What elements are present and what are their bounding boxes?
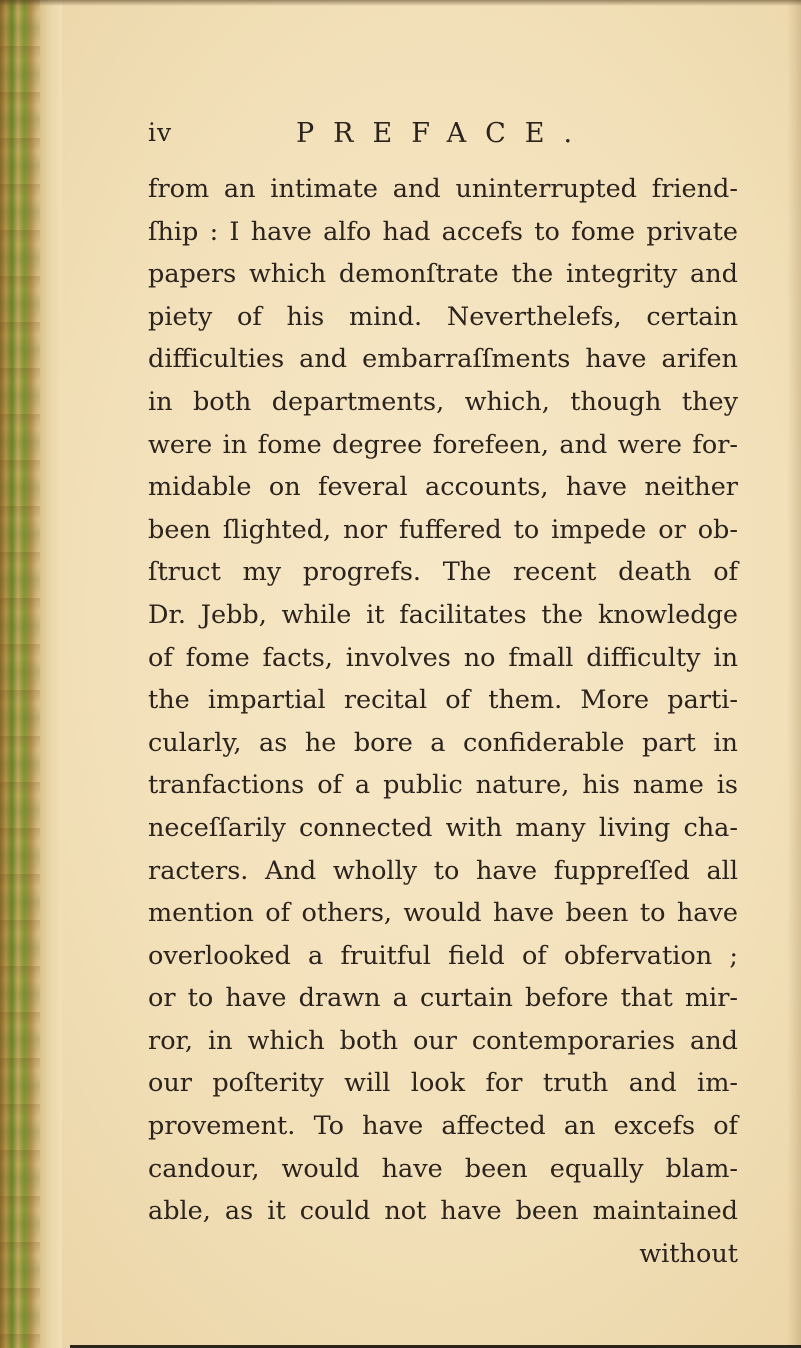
text-line: were in fome degree forefeen, and were for- <box>148 429 738 460</box>
text-line: ror, in which both our contemporaries and <box>148 1025 738 1056</box>
text-line: our poſterity will look for truth and im- <box>148 1068 738 1099</box>
text-line: ſhip : I have alfo had accefs to fome private <box>148 216 738 247</box>
text-line: provement. To have affected an excefs of <box>148 1111 738 1142</box>
page-number: iv <box>148 118 173 147</box>
text-line: the impartial recital of them. More parti- <box>148 685 738 716</box>
text-line: piety of his mind. Neverthelefs, certain <box>148 301 738 332</box>
text-line: ſtruct my progrefs. The recent death of <box>148 557 738 588</box>
text-line: cularly, as he bore a confiderable part in <box>148 727 738 758</box>
text-line: overlooked a fruitful field of obfervation ; <box>148 940 738 971</box>
page-right-edge <box>787 0 801 1348</box>
text-line: or to have drawn a curtain before that mir- <box>148 983 738 1014</box>
text-line: from an intimate and uninterrupted friend- <box>148 174 738 204</box>
text-line: candour, would have been equally blam- <box>148 1153 738 1184</box>
catchword: without <box>639 1238 738 1269</box>
book-binding-edge <box>0 0 62 1348</box>
text-line: papers which demonſtrate the integrity and <box>148 259 738 290</box>
text-line: neceſſarily connected with many living cha- <box>148 812 738 843</box>
body-text <box>148 168 738 1275</box>
page-top-edge <box>0 0 801 6</box>
text-line: of fome facts, involves no fmall difficulty in <box>148 642 738 673</box>
text-line: in both departments, which, though they <box>148 386 738 417</box>
text-line: midable on feveral accounts, have neither <box>148 472 738 503</box>
text-line: difficulties and embarraſſments have arifen <box>148 344 738 375</box>
running-title: PREFACE. <box>296 118 592 149</box>
text-line: able, as it could not have been maintained <box>148 1196 738 1227</box>
text-line: Dr. Jebb, while it facilitates the knowledge <box>148 599 738 630</box>
text-line: tranfactions of a public nature, his name is <box>148 770 738 801</box>
text-line: been ſlighted, nor fuffered to impede or ob- <box>148 514 738 545</box>
text-line: mention of others, would have been to have <box>148 898 738 929</box>
text-line: racters. And wholly to have fuppreſſed all <box>148 855 738 886</box>
page-header <box>148 118 768 158</box>
